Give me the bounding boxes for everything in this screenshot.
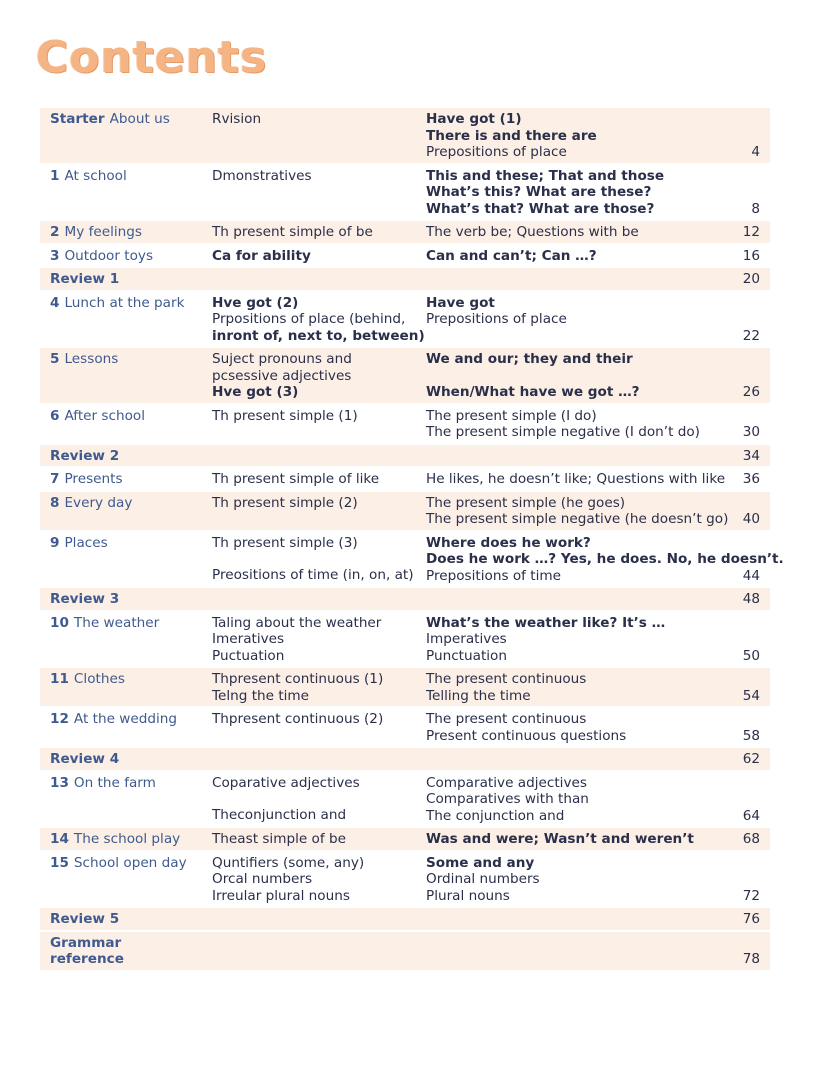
topic-line: Prepositions of place — [426, 311, 567, 327]
grammar-column — [202, 911, 414, 928]
unit-title — [40, 271, 202, 288]
topic-line: He likes, he doesn’t like; Questions with like — [426, 471, 726, 487]
topic-line: Theast simple of be — [212, 831, 346, 847]
review-row — [40, 588, 770, 610]
grammar-column — [202, 711, 414, 744]
topic-line: This and these; That and those — [426, 167, 665, 184]
language-column — [414, 224, 732, 241]
unit-row — [40, 292, 770, 347]
topic-line: Comparative adjectives — [426, 774, 587, 791]
grammar-column — [202, 448, 414, 465]
topic-line: Prpositions of place (behind, — [212, 311, 406, 327]
unit-number: Grammar reference — [50, 934, 124, 967]
page-number: 36 — [742, 471, 760, 487]
unit-number: 9 — [50, 534, 60, 551]
unit-row — [40, 405, 770, 443]
page-number: 68 — [742, 831, 760, 847]
unit-title — [40, 248, 202, 265]
unit-name: Outdoor toys — [64, 247, 154, 264]
topic-line: Th present simple of like — [212, 471, 380, 487]
contents-table — [40, 108, 784, 972]
page-number: 30 — [742, 424, 760, 440]
unit-row — [40, 468, 770, 490]
unit-title — [40, 111, 202, 161]
topic-line: The conjunction and — [426, 807, 565, 824]
unit-number: 5 — [50, 351, 60, 367]
topic-line: Th present simple (1) — [212, 407, 358, 424]
page-title: Contents — [36, 32, 268, 83]
language-column — [414, 911, 732, 928]
unit-row — [40, 245, 770, 267]
topic-line: Prepositions of time — [426, 567, 561, 584]
language-column — [414, 448, 732, 465]
topic-line: The present simple (I do) — [426, 407, 597, 424]
topic-line: Prepositions of place — [426, 144, 567, 160]
language-column — [414, 671, 732, 704]
unit-name: The weather — [73, 614, 160, 631]
unit-title — [40, 168, 202, 218]
unit-title — [40, 224, 202, 241]
review-row — [40, 268, 770, 290]
topic-line: Th present simple (2) — [212, 494, 358, 511]
unit-number: 8 — [50, 494, 60, 511]
unit-row — [40, 612, 770, 667]
page-number: 26 — [742, 384, 760, 400]
page-number: 16 — [742, 247, 760, 264]
unit-number: Review 5 — [50, 911, 120, 927]
grammar-column — [202, 495, 414, 528]
topic-line: Can and can’t; Can …? — [426, 247, 597, 264]
unit-number: Review 1 — [50, 271, 120, 287]
page-number: 44 — [742, 567, 760, 584]
page-number: 50 — [742, 647, 760, 664]
unit-title — [40, 495, 202, 528]
topic-line: When/What have we got …? — [426, 383, 640, 400]
unit-name: Clothes — [73, 671, 125, 687]
unit-number: Review 4 — [50, 751, 120, 767]
topic-line: Taling about the weather — [212, 614, 382, 631]
language-column — [414, 855, 732, 905]
page-number: 76 — [742, 911, 760, 927]
topic-line: Preositions of time (in, on, at) — [212, 567, 414, 583]
unit-row — [40, 828, 770, 850]
unit-number: 13 — [50, 774, 69, 791]
unit-number: 6 — [50, 407, 60, 424]
topic-line: The present simple (he goes) — [426, 494, 626, 511]
topic-line: Irreular plural nouns — [212, 887, 350, 904]
topic-line: inront of, next to, between) — [212, 327, 425, 344]
language-column — [414, 408, 732, 441]
grammar-column — [202, 294, 425, 345]
review-row — [40, 748, 770, 770]
unit-title — [40, 671, 202, 704]
topic-line: Rvision — [212, 111, 262, 127]
review-row — [40, 908, 770, 930]
language-column — [414, 711, 732, 744]
grammar-column — [202, 351, 414, 401]
topic-line: Orcal numbers — [212, 871, 313, 887]
topic-line: The verb be; Questions with be — [426, 224, 639, 240]
topic-line: Does he work …? Yes, he does. No, he doesn’t. — [426, 551, 784, 567]
unit-title — [40, 351, 202, 401]
page-number: 72 — [742, 887, 760, 904]
unit-name: About us — [109, 111, 170, 127]
language-column — [414, 111, 732, 161]
review-row — [40, 932, 770, 970]
language-column — [414, 248, 732, 265]
unit-row — [40, 668, 770, 706]
page-number: 8 — [751, 200, 760, 217]
unit-title — [40, 775, 202, 825]
language-column — [414, 168, 732, 218]
grammar-column — [202, 615, 414, 665]
unit-title — [40, 591, 202, 608]
page-number: 54 — [742, 687, 760, 704]
topic-line: The present simple negative (he doesn’t go) — [426, 511, 729, 527]
grammar-column — [202, 535, 414, 585]
unit-name: Presents — [64, 471, 123, 487]
topic-line: Thpresent continuous (2) — [212, 711, 384, 727]
language-column — [414, 271, 732, 288]
language-column — [414, 471, 732, 488]
topic-line: The present continuous — [426, 711, 587, 727]
page-number: 40 — [742, 511, 760, 527]
unit-title — [40, 408, 202, 441]
unit-name: At the wedding — [73, 711, 178, 727]
unit-name: Lessons — [64, 351, 119, 367]
unit-number: 14 — [50, 831, 69, 847]
language-column — [414, 775, 732, 825]
language-column — [414, 935, 732, 968]
unit-title — [40, 471, 202, 488]
topic-line: We and our; they and their — [426, 351, 633, 367]
language-column — [414, 295, 732, 345]
unit-title — [40, 855, 202, 905]
unit-title — [40, 448, 202, 465]
unit-number: 15 — [50, 854, 69, 871]
topic-line: What’s that? What are those? — [426, 200, 655, 217]
topic-line: pcsessive adjectives — [212, 367, 352, 384]
topic-line: Where does he work? — [426, 534, 591, 551]
topic-line: Present continuous questions — [426, 727, 627, 744]
grammar-column — [202, 408, 414, 441]
grammar-column — [202, 271, 414, 288]
topic-line: Dmonstratives — [212, 167, 312, 184]
topic-line: Quntifiers (some, any) — [212, 854, 365, 871]
unit-name: My feelings — [64, 224, 142, 240]
page-number: 34 — [742, 447, 760, 464]
unit-row — [40, 108, 770, 163]
topic-line: Have got — [426, 294, 495, 311]
unit-number: Review 3 — [50, 591, 120, 607]
page-number: 64 — [742, 807, 760, 824]
unit-number: 3 — [50, 247, 60, 264]
topic-line: Coparative adjectives — [212, 774, 360, 791]
page-number: 62 — [742, 751, 760, 767]
unit-title — [40, 711, 202, 744]
topic-line: Thpresent continuous (1) — [212, 671, 384, 687]
topic-line: There is and there are — [426, 127, 597, 144]
grammar-column — [202, 935, 414, 968]
page-number: 22 — [742, 327, 760, 344]
unit-name: Lunch at the park — [64, 294, 185, 311]
unit-number: Starter — [50, 111, 105, 127]
unit-name: Every day — [64, 494, 133, 511]
unit-title — [40, 535, 202, 585]
unit-name: The school play — [73, 831, 181, 847]
grammar-column — [202, 168, 414, 218]
review-row — [40, 445, 770, 467]
grammar-column — [202, 471, 414, 488]
topic-line: Comparatives with than — [426, 791, 589, 807]
topic-line: Imeratives — [212, 631, 285, 647]
unit-name: On the farm — [73, 774, 156, 791]
unit-title — [40, 615, 202, 665]
unit-name: School open day — [73, 854, 187, 871]
topic-line: The present simple negative (I don’t do) — [426, 424, 700, 440]
unit-row — [40, 708, 770, 746]
grammar-column — [202, 775, 414, 825]
grammar-column — [202, 248, 414, 265]
page-number: 4 — [751, 144, 760, 160]
unit-number: 1 — [50, 167, 60, 184]
unit-number: 7 — [50, 471, 60, 487]
page-number: 12 — [742, 224, 760, 240]
unit-number: 10 — [50, 614, 69, 631]
unit-title — [40, 751, 202, 768]
unit-title — [40, 831, 202, 848]
topic-line: Plural nouns — [426, 887, 510, 904]
topic-line: Th present simple of be — [212, 224, 373, 240]
grammar-column — [202, 831, 414, 848]
unit-number: 4 — [50, 294, 60, 311]
page-number: 20 — [742, 271, 760, 287]
grammar-column — [202, 751, 414, 768]
topic-line: Telling the time — [426, 687, 531, 704]
topic-line: Punctuation — [426, 647, 507, 664]
topic-line: Hve got (2) — [212, 294, 299, 311]
topic-line: Ordinal numbers — [426, 871, 540, 887]
topic-line: Suject pronouns and — [212, 351, 352, 367]
grammar-column — [202, 591, 414, 608]
grammar-column — [202, 855, 414, 905]
unit-number: 11 — [50, 671, 69, 687]
language-column — [414, 351, 732, 401]
topic-line: Imperatives — [426, 631, 507, 647]
language-column — [414, 831, 732, 848]
unit-row — [40, 348, 770, 403]
unit-name: After school — [64, 407, 146, 424]
page-number: 78 — [742, 951, 760, 967]
unit-row — [40, 165, 770, 220]
unit-row — [40, 772, 770, 827]
unit-number: 12 — [50, 711, 69, 727]
topic-line: Hve got (3) — [212, 384, 299, 400]
topic-line: Have got (1) — [426, 111, 522, 127]
unit-number: 2 — [50, 224, 60, 240]
unit-title — [40, 935, 202, 968]
topic-line: What’s the weather like? It’s … — [426, 614, 666, 631]
page-number: 48 — [742, 591, 760, 607]
grammar-column — [202, 671, 414, 704]
language-column — [414, 591, 732, 608]
language-column — [414, 751, 732, 768]
topic-line: Puctuation — [212, 647, 285, 664]
topic-line: What’s this? What are these? — [426, 184, 652, 200]
topic-line: Theconjunction and — [212, 807, 347, 823]
unit-row — [40, 221, 770, 243]
unit-number: Review 2 — [50, 447, 120, 464]
unit-title — [40, 911, 202, 928]
unit-name: Places — [64, 534, 108, 551]
unit-row — [40, 492, 770, 530]
topic-line: Th present simple (3) — [212, 534, 358, 551]
unit-row — [40, 852, 770, 907]
page-number: 58 — [742, 727, 760, 744]
grammar-column — [202, 111, 414, 161]
grammar-column — [202, 224, 414, 241]
topic-line: Some and any — [426, 854, 535, 871]
unit-name: At school — [64, 167, 127, 184]
topic-line: Telng the time — [212, 687, 310, 704]
language-column — [414, 615, 732, 665]
topic-line: The present continuous — [426, 671, 587, 687]
language-column — [414, 495, 732, 528]
topic-line: Ca for ability — [212, 247, 311, 264]
unit-row — [40, 532, 784, 587]
unit-title — [40, 295, 202, 345]
topic-line: Was and were; Wasn’t and weren’t — [426, 831, 694, 847]
